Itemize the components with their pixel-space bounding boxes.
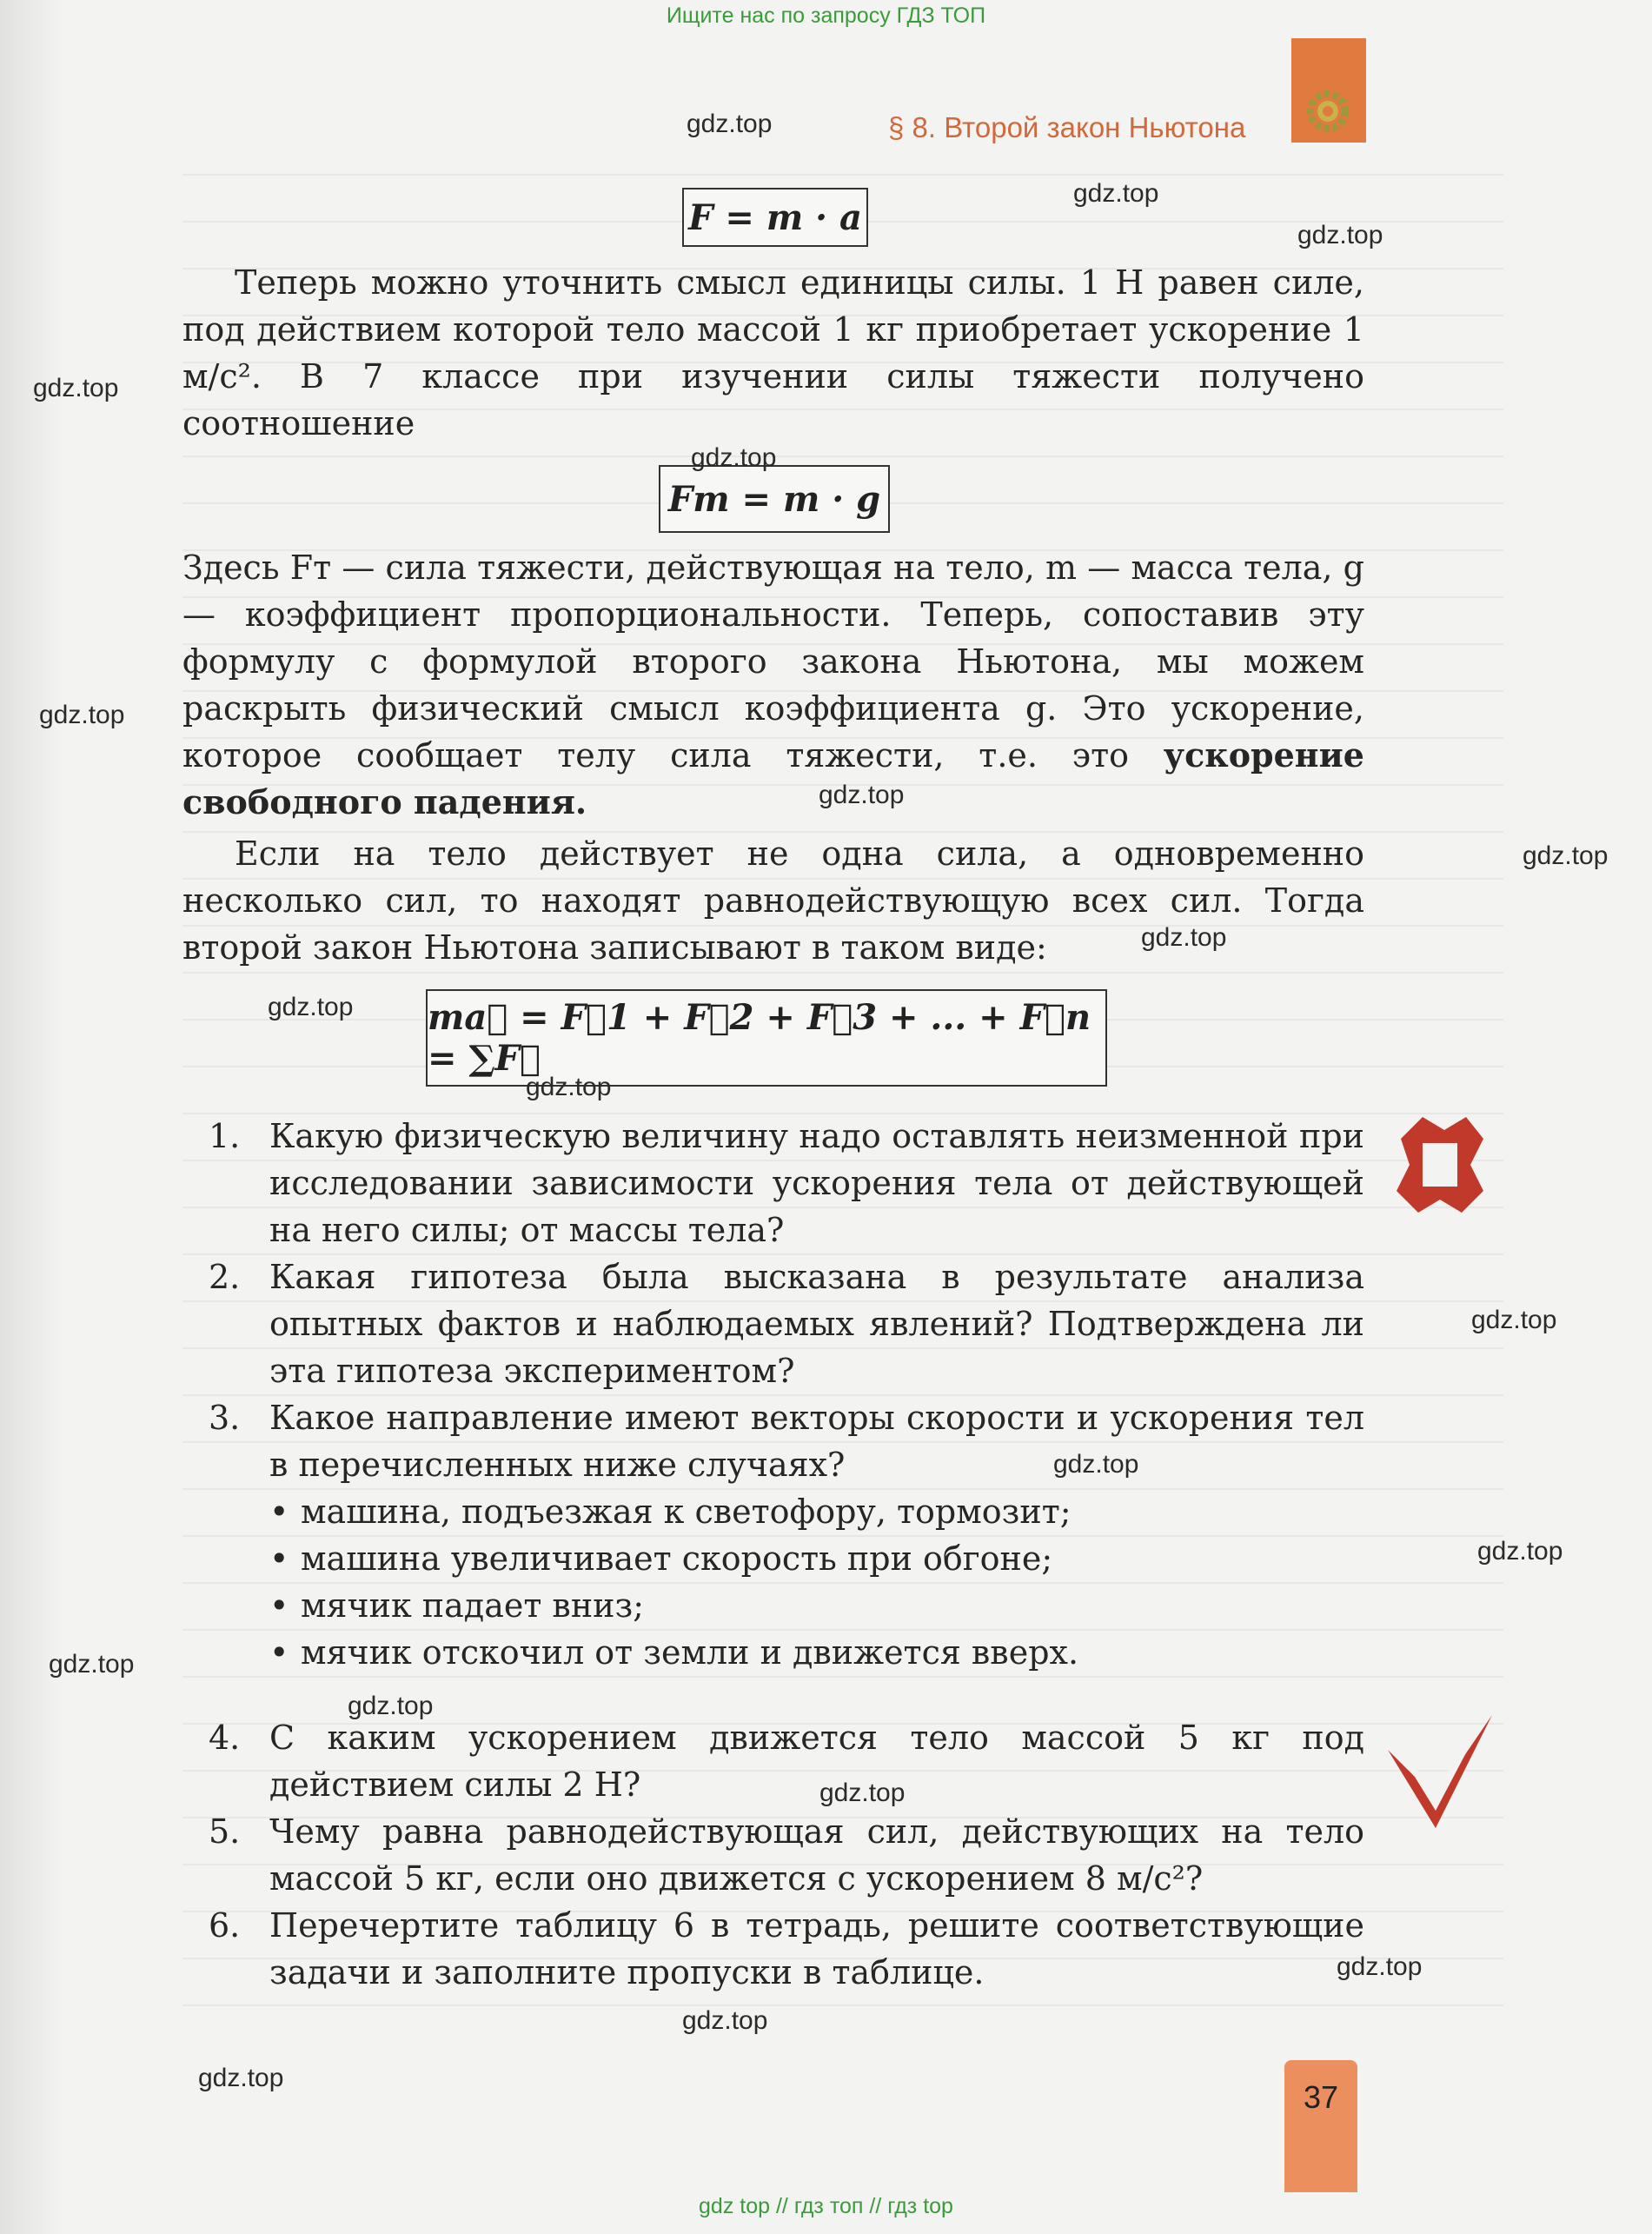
watermark[interactable]: gdz.top [1523, 841, 1609, 870]
question-text: Какая гипотеза была высказана в результате анализа опытных фактов и наблюдаемых явлений? Подтверждена ли эта гипотеза экспериментом? [269, 1258, 1364, 1390]
formula-gravity: Fт = m · g [659, 465, 890, 533]
bullet-item: • мячик падает вниз; [269, 1582, 1399, 1629]
question-item [182, 1808, 1364, 1902]
watermark[interactable]: gdz.top [526, 1073, 612, 1101]
watermark[interactable]: gdz.top [1471, 1306, 1557, 1334]
gear-icon [1304, 87, 1352, 136]
formula-resultant-force: ma⃗ = F⃗1 + F⃗2 + F⃗3 + ... + F⃗n = ∑F⃗ [426, 989, 1107, 1087]
watermark[interactable]: gdz.top [198, 2064, 284, 2092]
top-banner[interactable]: Ищите нас по запросу ГДЗ ТОП [666, 3, 986, 28]
watermark[interactable]: gdz.top [348, 1692, 434, 1720]
watermark[interactable]: gdz.top [268, 993, 354, 1021]
question-number: 1. [209, 1117, 241, 1155]
question-item [182, 1394, 1364, 1488]
question-item [182, 1714, 1364, 1808]
watermark[interactable]: gdz.top [682, 2006, 768, 2035]
watermark[interactable]: gdz.top [33, 374, 119, 402]
question-text: Какую физическую величину надо оставлять неизменной при исследовании зависимости ускорения тела от действующей на него силы; от массы тела? [269, 1117, 1364, 1249]
watermark[interactable]: gdz.top [1141, 923, 1227, 952]
paragraph-gravity-text: Здесь Fт — сила тяжести, действующая на тело, m — масса тела, g — коэффициент пропорциональности. Теперь, сопоставив эту формулу с формулой второго закона Ньютона, мы можем раскрыть физический смысл коэффициента g. Это ускорение, которое сообщает телу сила тяжести, т.е. это [182, 549, 1364, 775]
bottom-banner[interactable]: gdz top // гдз топ // гдз top [699, 2194, 953, 2218]
question-text: Какое направление имеют векторы скорости и ускорения тел в перечисленных ниже случаях? [269, 1399, 1364, 1484]
question-number: 2. [209, 1258, 241, 1296]
paragraph-resultant: Если на тело действует не одна сила, а одновременно несколько сил, то находят равнодействующую всех сил. Тогда второй закон Ньютона записывают в таком виде: [182, 834, 1364, 967]
watermark[interactable]: gdz.top [39, 701, 125, 729]
page-binding-shadow [0, 0, 61, 2234]
bullet-item: • мячик отскочил от земли и движется вверх. [269, 1629, 1399, 1676]
question-item [182, 1253, 1364, 1394]
question-number: 6. [209, 1906, 241, 1945]
question-text: Перечертите таблицу 6 в тетрадь, решите соответствующие задачи и заполните пропуски в таблице. [269, 1906, 1364, 1991]
bullet-item: • машина увеличивает скорость при обгоне; [269, 1535, 1399, 1582]
bullet-item: • машина, подъезжая к светофору, тормозит; [269, 1488, 1399, 1535]
questions-icon [1383, 1104, 1496, 1226]
question-number: 4. [209, 1719, 241, 1757]
question-number: 3. [209, 1399, 241, 1437]
watermark[interactable]: gdz.top [1337, 1952, 1423, 1981]
question-number: 5. [209, 1812, 241, 1851]
term-free-fall: ускорение свободного падения. [182, 735, 1364, 821]
watermark[interactable]: gdz.top [691, 443, 777, 472]
watermark[interactable]: gdz.top [819, 1779, 906, 1807]
paragraph-gravity-explanation [182, 544, 1364, 826]
paragraph-newton-unit: Теперь можно уточнить смысл единицы силы. 1 Н равен силе, под действием которой тело массой 1 кг приобретает ускорение 1 м/с². В 7 классе при изучении силы тяжести получено соотношение [182, 263, 1364, 442]
question-text: Чему равна равнодействующая сил, действующих на тело массой 5 кг, если оно движется с ускорением 8 м/с²? [269, 1812, 1364, 1898]
watermark[interactable]: gdz.top [687, 110, 773, 138]
watermark[interactable]: gdz.top [1477, 1537, 1563, 1566]
formula-newton-second-law: F = m · a [682, 188, 868, 247]
question-text: С каким ускорением движется тело массой 5 кг под действием силы 2 Н? [269, 1719, 1364, 1804]
watermark[interactable]: gdz.top [1053, 1450, 1139, 1479]
questions-list-1 [182, 1113, 1364, 1488]
question-item [182, 1113, 1364, 1253]
section-title: § 8. Второй закон Ньютона [888, 111, 1246, 143]
question-item [182, 1902, 1364, 1996]
page-number: 37 [1303, 2079, 1339, 2115]
cases-bullet-list [182, 1488, 1399, 1676]
watermark[interactable]: gdz.top [1297, 221, 1383, 249]
watermark[interactable]: gdz.top [49, 1650, 135, 1679]
checkmark-icon [1383, 1711, 1496, 1832]
watermark[interactable]: gdz.top [1073, 179, 1159, 208]
watermark[interactable]: gdz.top [819, 781, 905, 809]
questions-list-2 [182, 1714, 1364, 1996]
